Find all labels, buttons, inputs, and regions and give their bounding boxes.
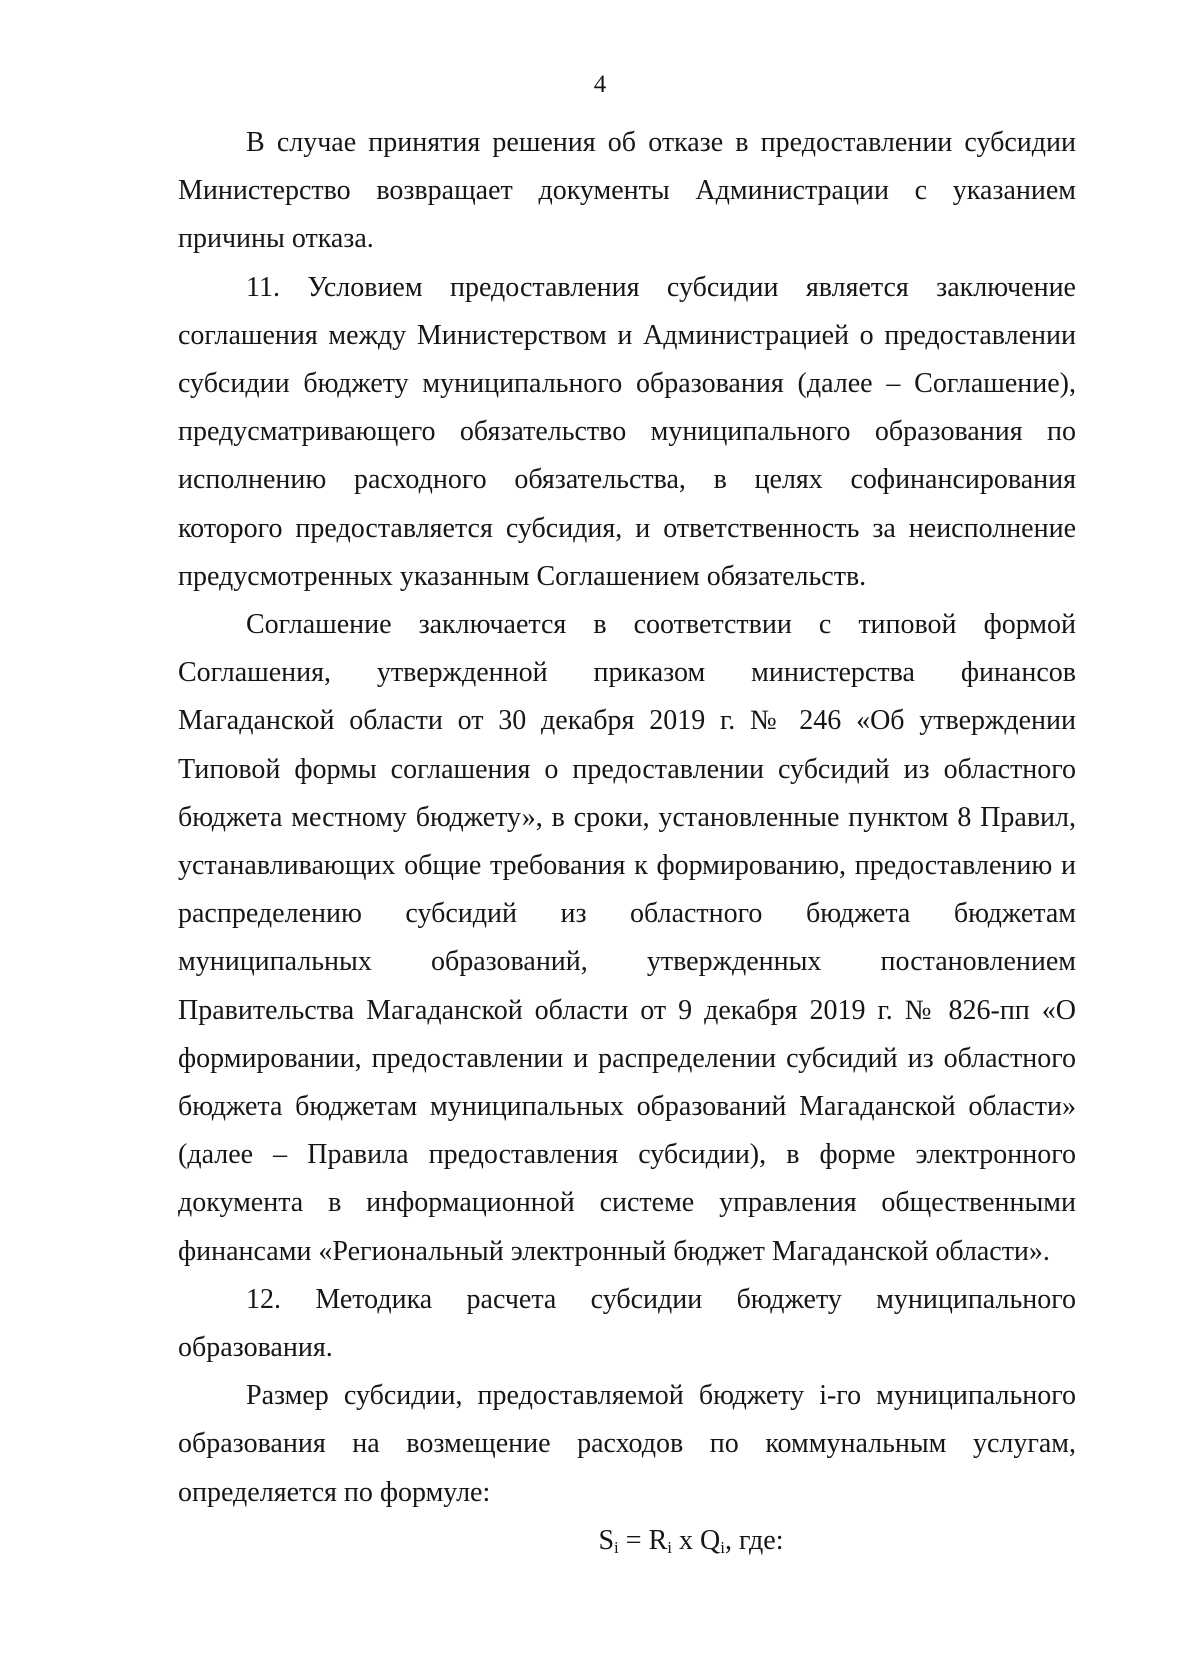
formula-subscript: i <box>614 1537 619 1557</box>
paragraph-refusal: В случае принятия решения об отказе в предоставлении субсидии Министерство возвращает документы Администрации с указанием причины отказа. <box>178 127 1076 255</box>
formula-symbol-s: S <box>598 1524 615 1556</box>
formula-subscript: i <box>667 1537 672 1557</box>
formula-equals: = <box>618 1524 649 1556</box>
formula-subscript: i <box>720 1537 725 1557</box>
formula-times: x <box>672 1524 700 1556</box>
formula-symbol-q: Q <box>700 1524 721 1556</box>
paragraph-condition-11: 11. Условием предоставления субсидии является заключение соглашения между Министерством и Администрацией о предоставлении субсидии бюджету муниципального образования (далее – Соглашение), предусматривающего обязательство муниципального образования по исполнению расходного обязательства, в целях софинансирования которого предоставляется субсидия, и ответственность за неисполнение предусмотренных указанным Соглашением обязательств. <box>178 271 1076 592</box>
formula-symbol-r: R <box>648 1524 668 1556</box>
subsidy-formula <box>178 1517 1076 1565</box>
paragraph-agreement: Соглашение заключается в соответствии с типовой формой Соглашения, утвержденной приказом министерства финансов Магаданской области от 30 декабря 2019 г. № 246 «Об утверждении Типовой формы соглашения о предоставлении субсидий из областного бюджета местному бюджету», в сроки, установленные пунктом 8 Правил, устанавливающих общие требования к формированию, предоставлению и распределению субсидий из областного бюджета бюджетам муниципальных образований, утвержденных постановлением Правительства Магаданской области от 9 декабря 2019 г. № 826-пп «О формировании, предоставлении и распределении субсидий из областного бюджета бюджетам муниципальных образований Магаданской области» (далее – Правила предоставления субсидии), в форме электронного документа в информационной системе управления общественными финансами «Региональный электронный бюджет Магаданской области». <box>178 609 1076 1267</box>
page-number: 4 <box>593 71 607 98</box>
formula-tail: , где: <box>724 1524 784 1556</box>
document-body <box>178 119 1076 1565</box>
paragraph-subsidy-size: Размер субсидии, предоставляемой бюджету i-го муниципального образования на возмещение расходов по коммунальным услугам, определяется по формуле: <box>178 1380 1076 1508</box>
paragraph-methodology-12: 12. Методика расчета субсидии бюджету муниципального образования. <box>178 1283 1076 1364</box>
